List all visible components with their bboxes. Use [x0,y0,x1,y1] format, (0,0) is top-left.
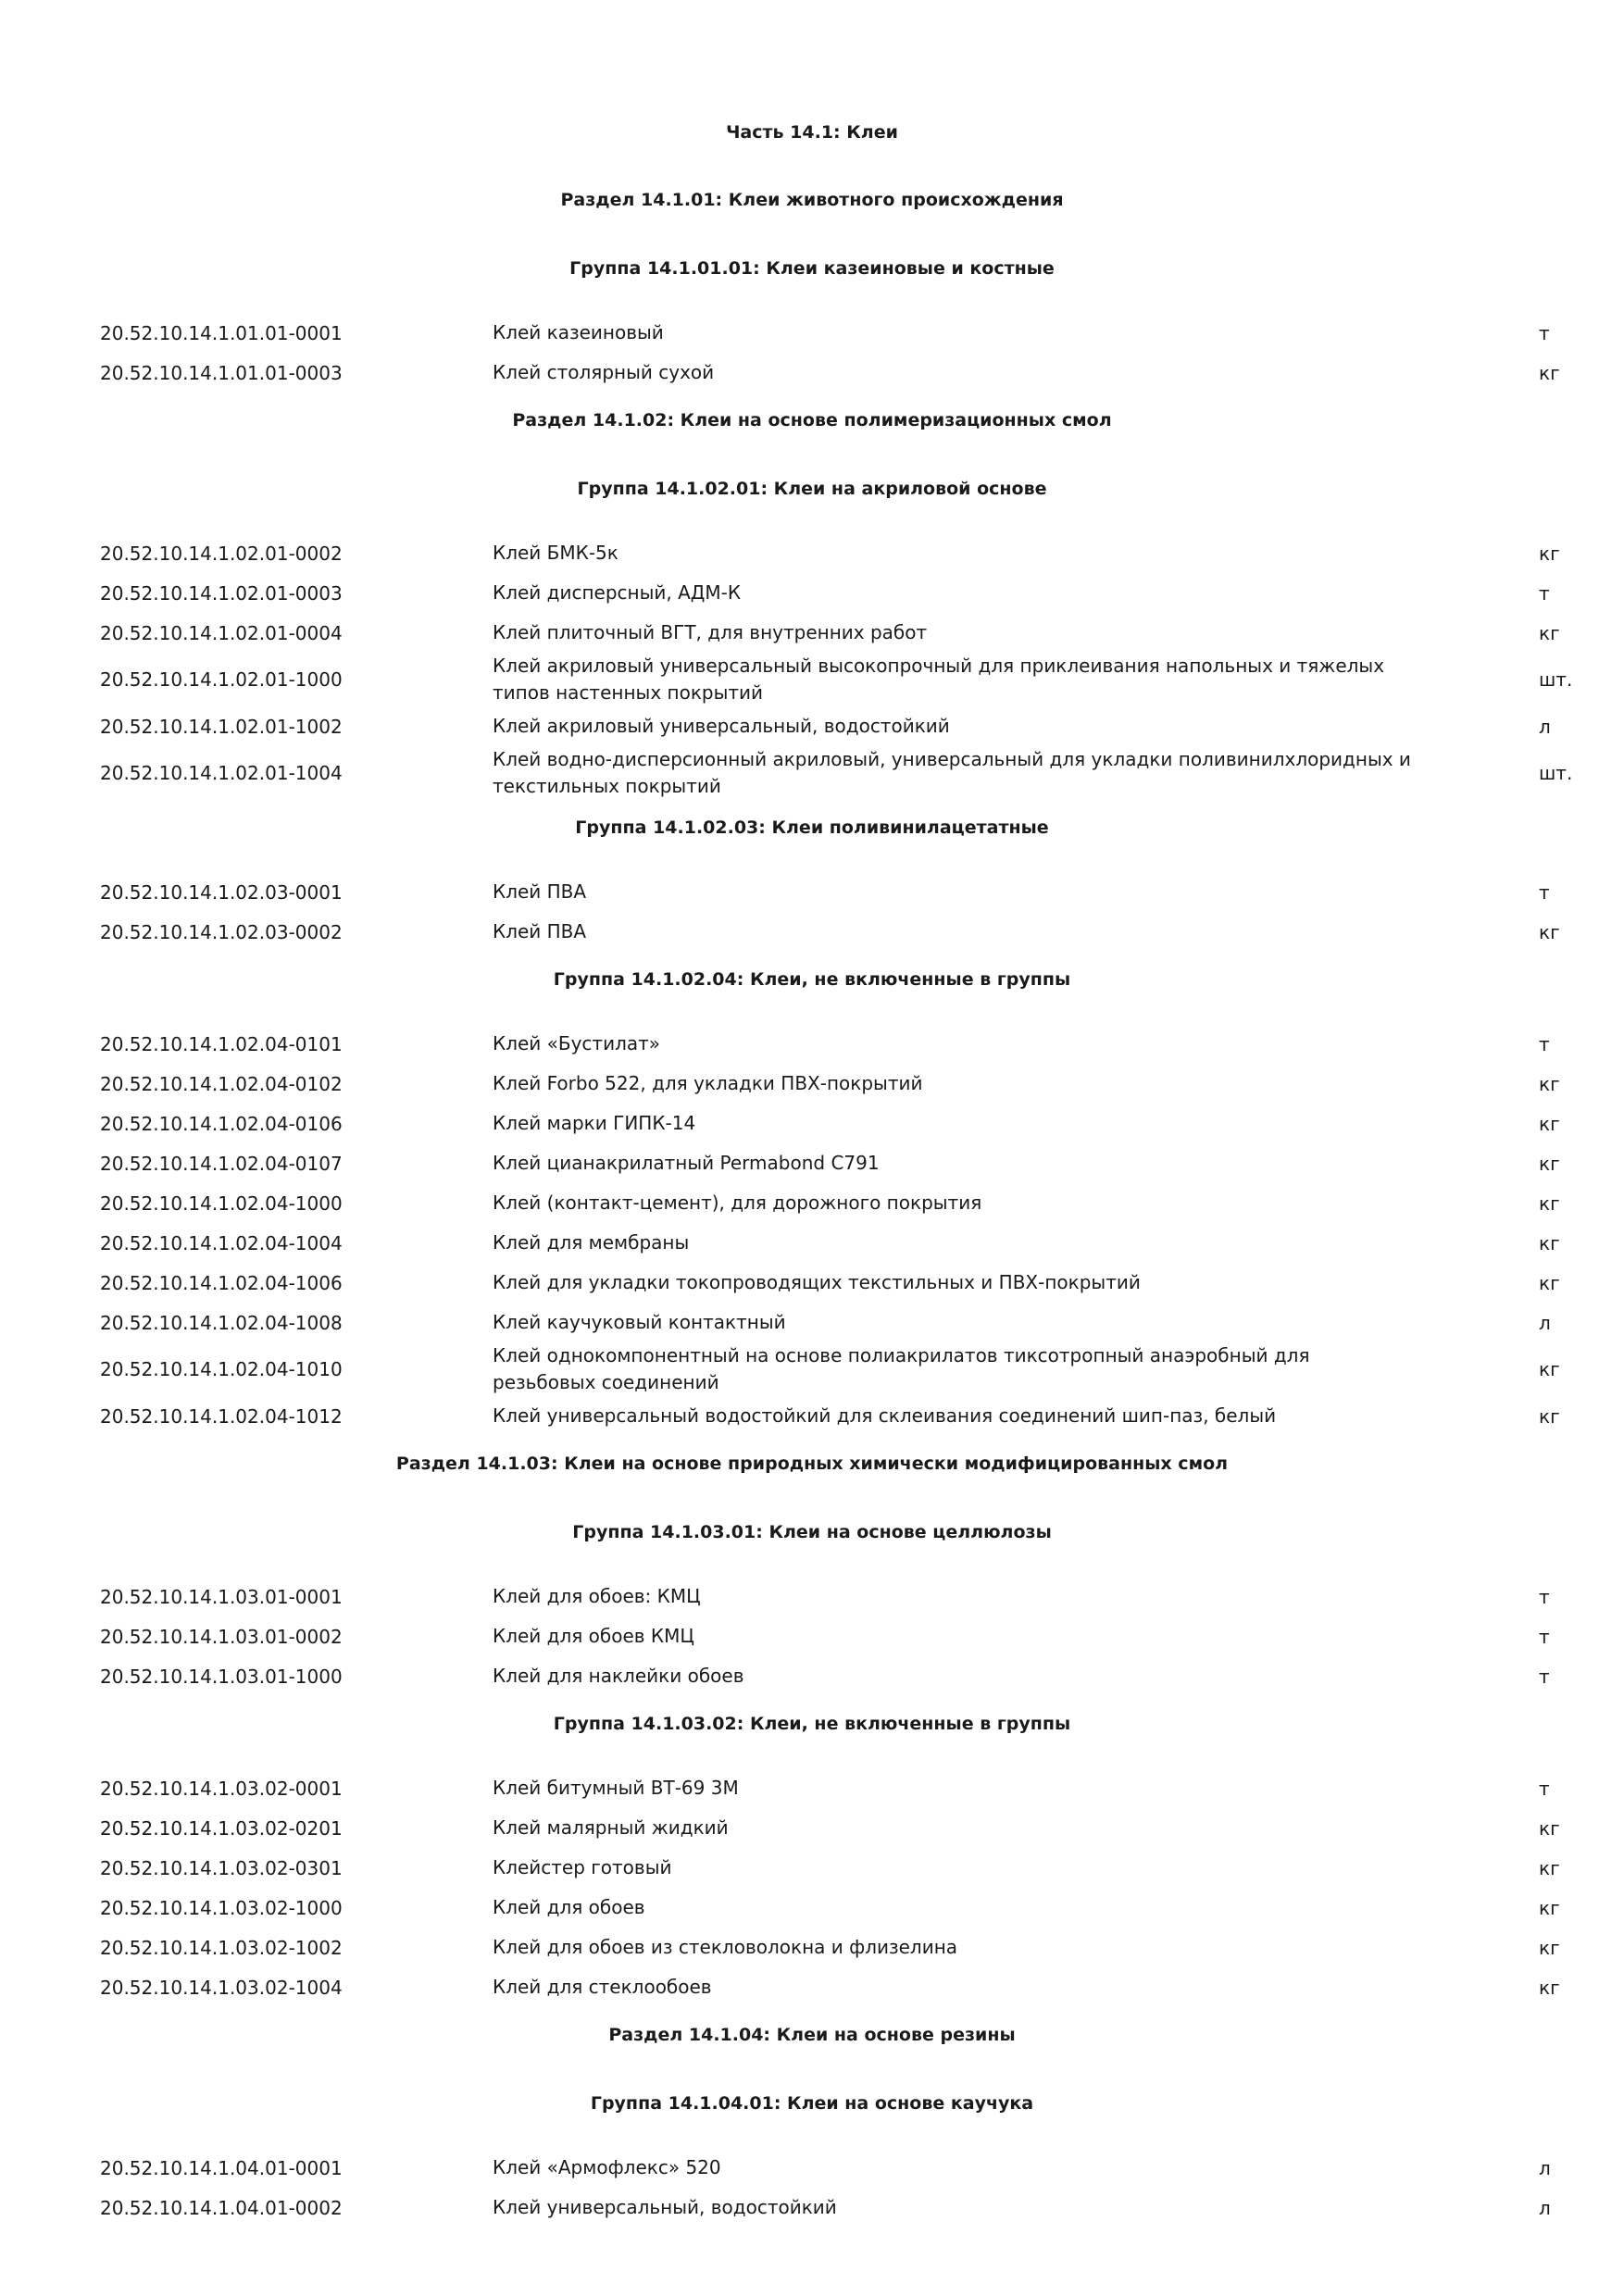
row-unit: т [1539,1777,1550,1800]
row-code: 20.52.10.14.1.02.01-0002 [100,542,343,565]
table-row [0,1303,1624,1342]
row-name: Клей однокомпонентный на основе полиакрилатов тиксотропный анаэробный для резьбовых соединений [493,1344,1310,1393]
group-heading: Группа 14.1.04.01: Клеи на основе каучука [590,2093,1034,2114]
row-unit: т [1539,1665,1550,1688]
table-row [0,653,1624,706]
row-unit: т [1539,1585,1550,1608]
row-code: 20.52.10.14.1.02.04-0106 [100,1112,343,1135]
row-name: Клей малярный жидкий [493,1816,729,1839]
table-row [0,872,1624,912]
row-code: 20.52.10.14.1.02.01-0004 [100,621,343,644]
row-name: Клейстер готовый [493,1856,672,1878]
table-row [0,1928,1624,1967]
table-row [0,533,1624,573]
row-code: 20.52.10.14.1.04.01-0002 [100,2196,343,2219]
table-row [0,313,1624,353]
table-row [0,1104,1624,1143]
row-code: 20.52.10.14.1.02.04-1006 [100,1271,343,1294]
table-row [0,1396,1624,1436]
row-unit: т [1539,581,1550,605]
row-code: 20.52.10.14.1.02.03-0002 [100,920,343,943]
row-name: Клей универсальный, водостойкий [493,2196,837,2218]
row-name: Клей для мембраны [493,1231,690,1254]
table-row [0,746,1624,800]
row-code: 20.52.10.14.1.02.01-1000 [100,668,343,691]
row-code: 20.52.10.14.1.03.01-1000 [100,1665,343,1688]
row-code: 20.52.10.14.1.02.04-1008 [100,1311,343,1334]
row-unit: кг [1539,1231,1560,1254]
row-unit: т [1539,321,1550,344]
part-heading: Часть 14.1: Клеи [726,122,898,143]
document-body [0,109,1624,2227]
table-row [0,1263,1624,1303]
row-unit: л [1539,2156,1551,2179]
row-name: Клей плиточный ВГТ, для внутренних работ [493,621,928,643]
section-heading: Раздел 14.1.02: Клеи на основе полимеризационных смол [512,410,1112,430]
row-unit: л [1539,715,1551,738]
row-name: Клей «Бустилат» [493,1032,661,1054]
row-name: Клей для обоев: КМЦ [493,1585,701,1607]
row-unit: т [1539,1032,1550,1055]
row-code: 20.52.10.14.1.02.04-1012 [100,1404,343,1428]
row-unit: кг [1539,1152,1560,1175]
row-unit: кг [1539,1072,1560,1095]
section-heading: Раздел 14.1.04: Клеи на основе резины [608,2025,1016,2045]
row-name: Клей для стеклообоев [493,1976,712,1998]
row-name: Клей ПВА [493,880,587,903]
row-name: Клей водно-дисперсионный акриловый, универсальный для укладки поливинилхлоридных и текстильных покрытий [493,748,1411,797]
group-heading: Группа 14.1.03.02: Клеи, не включенные в группы [553,1714,1071,1734]
group-heading: Группа 14.1.02.03: Клеи поливинилацетатные [575,817,1049,838]
row-name: Клей для наклейки обоев [493,1665,744,1687]
row-unit: л [1539,2196,1551,2219]
row-unit: кг [1539,920,1560,943]
row-unit: кг [1539,1896,1560,1919]
row-name: Клей «Армофлекс» 520 [493,2156,721,2178]
row-unit: кг [1539,1112,1560,1135]
row-name: Клей дисперсный, АДМ-К [493,581,742,604]
row-code: 20.52.10.14.1.02.01-1002 [100,715,343,738]
row-name: Клей (контакт-цемент), для дорожного покрытия [493,1192,982,1214]
group-heading: Группа 14.1.03.01: Клеи на основе целлюлозы [572,1522,1052,1542]
row-unit: кг [1539,361,1560,384]
row-code: 20.52.10.14.1.02.01-1004 [100,762,343,784]
table-row [0,1768,1624,1808]
row-unit: кг [1539,1271,1560,1294]
row-code: 20.52.10.14.1.03.02-1002 [100,1936,343,1959]
table-row [0,1064,1624,1104]
row-name: Клей для обоев [493,1896,645,1918]
row-unit: т [1539,880,1550,904]
row-unit: т [1539,1625,1550,1648]
table-row [0,2148,1624,2188]
row-unit: кг [1539,542,1560,565]
row-name: Клей марки ГИПК-14 [493,1112,696,1134]
row-unit: кг [1539,1404,1560,1428]
row-code: 20.52.10.14.1.02.04-0102 [100,1072,343,1095]
row-name: Клей ПВА [493,920,587,942]
row-name: Клей акриловый универсальный, водостойкий [493,715,950,737]
row-name: Клей акриловый универсальный высокопрочный для приклеивания напольных и тяжелых типов настенных покрытий [493,655,1385,704]
section-heading: Раздел 14.1.01: Клеи животного происхождения [560,190,1064,210]
row-name: Клей Forbo 522, для укладки ПВХ-покрытий [493,1072,923,1094]
section-heading: Раздел 14.1.03: Клеи на основе природных химически модифицированных смол [395,1454,1229,1474]
row-unit: кг [1539,1936,1560,1959]
table-row [0,1808,1624,1848]
row-name: Клей для укладки токопроводящих текстильных и ПВХ-покрытий [493,1271,1141,1293]
row-name: Клей для обоев КМЦ [493,1625,694,1647]
table-row [0,912,1624,952]
table-row [0,1577,1624,1616]
table-row [0,573,1624,613]
row-code: 20.52.10.14.1.03.02-1000 [100,1896,343,1919]
row-name: Клей казеиновый [493,321,664,343]
row-name: Клей универсальный водостойкий для склеивания соединений шип-паз, белый [493,1404,1277,1427]
row-code: 20.52.10.14.1.01.01-0001 [100,321,343,344]
row-code: 20.52.10.14.1.03.01-0001 [100,1585,343,1608]
row-name: Клей столярный сухой [493,361,715,383]
row-name: Клей каучуковый контактный [493,1311,786,1333]
row-code: 20.52.10.14.1.02.04-0107 [100,1152,343,1175]
row-code: 20.52.10.14.1.03.02-0201 [100,1816,343,1840]
table-row [0,1024,1624,1064]
row-code: 20.52.10.14.1.03.02-0301 [100,1856,343,1879]
table-row [0,1848,1624,1888]
row-code: 20.52.10.14.1.02.04-1010 [100,1358,343,1380]
table-row [0,2188,1624,2227]
group-heading: Группа 14.1.02.01: Клеи на акриловой основе [577,479,1047,499]
row-code: 20.52.10.14.1.02.01-0003 [100,581,343,605]
row-unit: кг [1539,1358,1560,1380]
table-row [0,1143,1624,1183]
row-code: 20.52.10.14.1.02.04-1004 [100,1231,343,1254]
row-unit: кг [1539,1816,1560,1840]
row-name: Клей для обоев из стекловолокна и флизелина [493,1936,958,1958]
table-row [0,1967,1624,2007]
row-unit: шт. [1539,762,1573,784]
row-name: Клей битумный ВТ-69 3М [493,1777,739,1799]
table-row [0,1223,1624,1263]
row-code: 20.52.10.14.1.04.01-0001 [100,2156,343,2179]
table-row [0,1342,1624,1396]
row-unit: кг [1539,621,1560,644]
row-code: 20.52.10.14.1.02.03-0001 [100,880,343,904]
table-row [0,353,1624,393]
row-code: 20.52.10.14.1.02.04-1000 [100,1192,343,1215]
table-row [0,1183,1624,1223]
row-code: 20.52.10.14.1.03.02-1004 [100,1976,343,1999]
row-unit: кг [1539,1856,1560,1879]
row-name: Клей цианакрилатный Permabond C791 [493,1152,880,1174]
table-row [0,613,1624,653]
row-unit: кг [1539,1976,1560,1999]
group-heading: Группа 14.1.02.04: Клеи, не включенные в группы [553,969,1071,990]
table-row [0,1888,1624,1928]
row-code: 20.52.10.14.1.03.02-0001 [100,1777,343,1800]
group-heading: Группа 14.1.01.01: Клеи казеиновые и костные [569,258,1055,279]
row-name: Клей БМК-5к [493,542,618,564]
row-unit: л [1539,1311,1551,1334]
row-code: 20.52.10.14.1.03.01-0002 [100,1625,343,1648]
row-code: 20.52.10.14.1.02.04-0101 [100,1032,343,1055]
row-code: 20.52.10.14.1.01.01-0003 [100,361,343,384]
row-unit: шт. [1539,668,1573,691]
table-row [0,706,1624,746]
table-row [0,1616,1624,1656]
table-row [0,1656,1624,1696]
row-unit: кг [1539,1192,1560,1215]
